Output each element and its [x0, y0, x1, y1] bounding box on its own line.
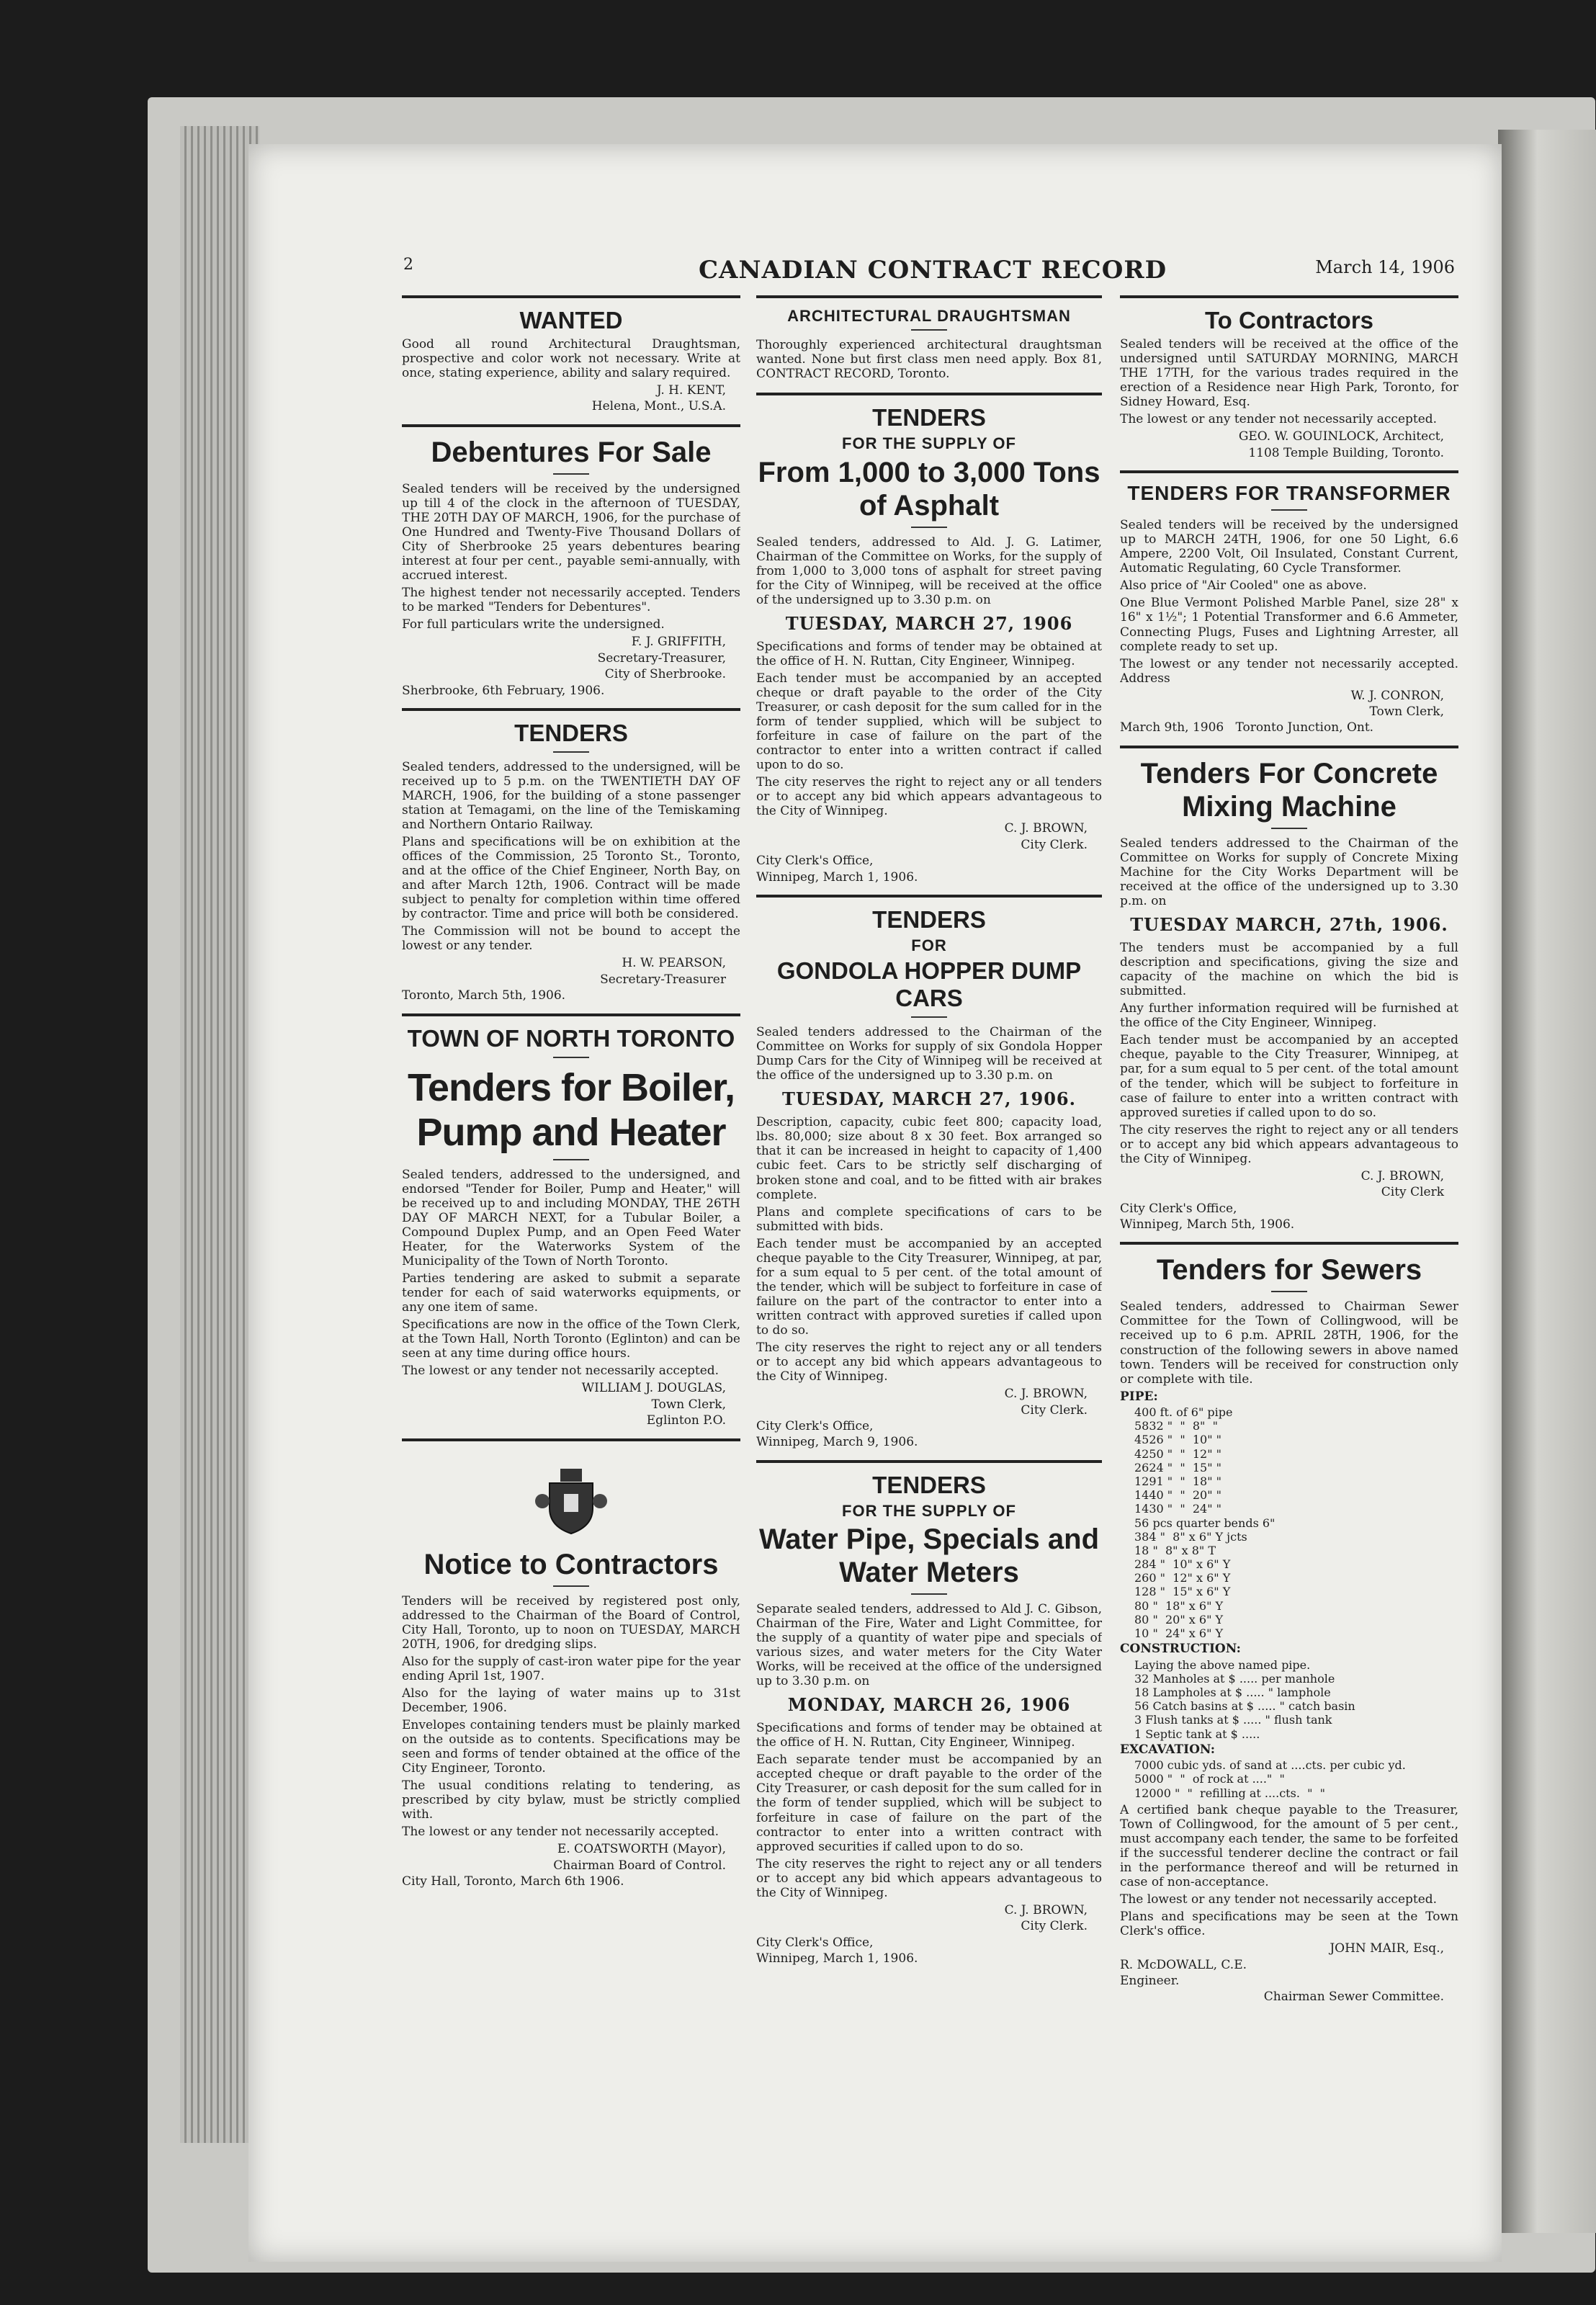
ad-signature: City of Sherbrooke.: [604, 667, 726, 682]
excavation-list: [1134, 1758, 1458, 1800]
list-item: 80 " 20" x 6" Y: [1134, 1612, 1224, 1626]
divider: [1271, 1291, 1307, 1292]
ad-body: Sealed tenders, addressed to the undersigned, will be received up to 5 p.m. on the TWENTIETH DAY OF MARCH, 1906, for the building of a stone passenger station at Temagami, on the line of the Temiskaming and Northern Ontario Railway.: [402, 759, 740, 833]
ad-body: The lowest or any tender not necessarily accepted. Address: [1120, 656, 1458, 686]
ad-body: Sealed tenders addressed to the Chairman of the Committee on Works for supply of six Gondola Hopper Dump Cars for the City of Winnipeg will be received at the office of the undersigned up to 3.30 p.m. on: [756, 1025, 1102, 1083]
divider: [1271, 828, 1307, 829]
list-item: 128 " 15" x 6" Y: [1134, 1585, 1231, 1599]
page-stack-edge: [180, 126, 259, 2143]
ad-body: Sealed tenders, addressed to Chairman Sewer Committee for the Town of Collingwood, will be received up to 6 p.m. APRIL 28TH, 1906, for the construction of the following sewers in above named town. Tenders will be received for construction only or complete with tile.: [1120, 1299, 1458, 1387]
ad-title: Tenders for Sewers: [1156, 1254, 1422, 1286]
ad-title: TENDERS FOR TRANSFORMER: [1127, 482, 1451, 504]
list-item: 7000 cubic yds. of sand at ....cts. per cubic yd.: [1134, 1758, 1406, 1773]
ad-signature: C. J. BROWN,: [1004, 1902, 1088, 1917]
ad-body: Specifications and forms of tender may be obtained at the office of H. N. Ruttan, City Engineer, Winnipeg.: [756, 639, 1102, 668]
ad-body: For full particulars write the undersigned.: [402, 617, 665, 632]
divider: [911, 1016, 947, 1018]
issue-date: March 14, 1906: [1315, 257, 1455, 277]
ad-body: Also for the supply of cast-iron water pipe for the year ending April 1st, 1907.: [402, 1654, 740, 1683]
ad-draughtsman: [756, 295, 1102, 393]
list-item: 4250 " " 12" ": [1134, 1446, 1222, 1461]
ad-title: Tenders For Concrete Mixing Machine: [1140, 757, 1438, 823]
section-heading: EXCAVATION:: [1120, 1742, 1216, 1757]
ad-office: City Clerk's Office,: [756, 1418, 874, 1433]
column-3: [1120, 295, 1458, 2015]
ad-body: The lowest or any tender not necessarily accepted.: [1120, 1892, 1438, 1907]
ad-signature: Engineer.: [1120, 1973, 1180, 1988]
ad-subtitle: FOR THE SUPPLY OF: [842, 434, 1016, 453]
ad-signature: J. H. KENT,: [656, 383, 726, 398]
ad-title: TENDERS: [872, 404, 986, 431]
ad-transformer: [1120, 470, 1458, 746]
divider: [911, 329, 947, 331]
ad-date: March 9th, 1906: [1120, 720, 1224, 735]
ad-signature: R. McDOWALL, C.E.: [1120, 1957, 1247, 1972]
ad-asphalt: [756, 393, 1102, 895]
ad-deadline: TUESDAY, MARCH 27, 1906: [785, 612, 1073, 634]
divider: [911, 527, 947, 528]
ad-office: City Clerk's Office,: [756, 854, 874, 869]
divider: [553, 1057, 589, 1058]
ad-signature: WILLIAM J. DOUGLAS,: [581, 1381, 726, 1396]
ad-body: The tenders must be accompanied by a full description and specifications, giving the size and capacity of the machine on which the bid is submitted.: [1120, 941, 1458, 999]
ad-north-toronto: [402, 1013, 740, 1438]
list-item: 1430 " " 24" ": [1134, 1502, 1222, 1516]
ad-body: Sealed tenders will be received at the office of the undersigned until SATURDAY MORNING, MARCH THE 17TH, for the various trades required in the erection of a Residence near High Park, Toronto, for Sidney Howard, Esq.: [1120, 336, 1458, 410]
ad-signature: W. J. CONRON,: [1350, 688, 1444, 703]
divider: [553, 751, 589, 753]
ad-dateline: Toronto, March 5th, 1906.: [402, 988, 566, 1003]
column-2: [756, 295, 1102, 1976]
page-number: 2: [403, 256, 413, 274]
ad-body: Envelopes containing tenders must be plainly marked on the outside as to contents. Specifications may be seen and forms of tender obtained at the office of the City Engineer, Toronto.: [402, 1717, 740, 1776]
ad-signature: Helena, Mont., U.S.A.: [591, 399, 726, 414]
facing-page-edge: [1498, 130, 1596, 2233]
ad-wanted: [402, 295, 740, 424]
ad-place: Toronto Junction, Ont.: [1235, 720, 1374, 735]
ad-title: ARCHITECTURAL DRAUGHTSMAN: [787, 307, 1071, 325]
ad-deadline: MONDAY, MARCH 26, 1906: [787, 1694, 1071, 1716]
ad-title: TENDERS: [872, 906, 986, 934]
ad-body: Tenders will be received by registered post only, addressed to the Chairman of the Board of Control, City Hall, Toronto, up to noon on TUESDAY, MARCH 20TH, 1906, for dredging slips.: [402, 1593, 740, 1652]
list-item: 10 " 24" x 6" Y: [1134, 1626, 1224, 1641]
divider: [553, 1585, 589, 1587]
ad-body: Sealed tenders will be received by the undersigned up to MARCH 24TH, 1906, for one 50 Light, 6.6 Ampere, 2200 Volt, Oil Insulated, Constant Current, Automatic Regulating, 60 Cycle Transformer.: [1120, 518, 1458, 576]
ad-office: City Clerk's Office,: [756, 1935, 874, 1950]
list-item: 260 " 12" x 6" Y: [1134, 1571, 1231, 1585]
ad-dateline: [1120, 720, 1458, 735]
ad-headline: Water Pipe, Specials and Water Meters: [758, 1523, 1099, 1588]
ad-body: Plans and specifications may be seen at the Town Clerk's office.: [1120, 1910, 1458, 1939]
ad-dateline: Sherbrooke, 6th February, 1906.: [402, 683, 605, 698]
ad-body: The city reserves the right to reject any or all tenders or to accept any bid which appears advantageous to the City of Winnipeg.: [756, 1341, 1102, 1384]
ad-body: Sealed tenders will be received by the undersigned up till 4 of the clock in the afternoon of TUESDAY, THE 20TH DAY OF MARCH, 1906, for the purchase of One Hundred and Twenty-Five Thousand Dollars of City of Sherbrooke 25 years debentures bearing interest at four per cent., payable semi-annually, with accrued interest.: [402, 481, 740, 583]
ad-debentures: [402, 424, 740, 708]
ad-signature: C. J. BROWN,: [1360, 1168, 1444, 1183]
section-heading: PIPE:: [1120, 1389, 1158, 1404]
ad-notice-toronto: [402, 1438, 740, 1899]
ad-headline: From 1,000 to 3,000 Tons of Asphalt: [758, 456, 1100, 522]
ad-signature: Secretary-Treasurer,: [597, 650, 726, 666]
ad-sewers: [1120, 1242, 1458, 2014]
ad-body: The highest tender not necessarily accepted. Tenders to be marked "Tenders for Debentures".: [402, 586, 740, 615]
ad-signature: 1108 Temple Building, Toronto.: [1248, 445, 1444, 460]
ad-signature: E. COATSWORTH (Mayor),: [557, 1842, 726, 1857]
ad-office: Winnipeg, March 1, 1906.: [756, 1951, 918, 1966]
ad-office: City Clerk's Office,: [1120, 1201, 1237, 1216]
list-item: 400 ft. of 6" pipe: [1134, 1405, 1233, 1420]
ad-to-contractors: [1120, 295, 1458, 470]
ad-body: Each tender must be accompanied by an accepted cheque or draft payable to the order of the City Treasurer, or cash deposit for the sum called for in the form of tender supplied, which will be subject to forfeiture in case of failure on the part of the contractor to enter into a written contract if called upon to do so.: [756, 671, 1102, 773]
ad-dateline: City Hall, Toronto, March 6th 1906.: [402, 1874, 624, 1889]
ad-office: Winnipeg, March 9, 1906.: [756, 1435, 918, 1450]
ad-signature: City Clerk: [1381, 1185, 1444, 1200]
masthead: [403, 256, 1455, 285]
ad-body: Sealed tenders addressed to the Chairman of the Committee on Works for supply of Concrete Mixing Machine for the City Works Department will be received at the office of the undersigned up to 3.30 p.m. on: [1120, 836, 1458, 909]
list-item: 12000 " " refilling at ....cts. " ": [1134, 1786, 1325, 1800]
ad-signature: H. W. PEARSON,: [622, 956, 726, 971]
ad-subtitle: FOR THE SUPPLY OF: [842, 1501, 1016, 1520]
ad-gondola: [756, 895, 1102, 1460]
ad-body: Plans and specifications will be on exhibition at the offices of the Commission, 25 Toronto St., Toronto, and at the office of the Chief Engineer, North Bay, on and after March 12th, 1906. Contract will be made subject to penalty for completion within time offered by contractor. Time and price will both be considered.: [402, 835, 740, 922]
ad-body: The usual conditions relating to tendering, as prescribed by city bylaw, must be strictly complied with.: [402, 1778, 740, 1822]
ad-title: To Contractors: [1204, 307, 1374, 334]
ad-body: Parties tendering are asked to submit a separate tender for each of said waterworks equipments, or any one item of same.: [402, 1271, 740, 1315]
divider: [553, 473, 589, 475]
divider: [553, 1159, 589, 1160]
ad-body: Each tender must be accompanied by an accepted cheque, payable to the City Treasurer, Winnipeg, at par, for a sum equal to 5 per cent. of the total amount of the tender, which will be subject to forfeiture in case of failure to enter into a written contract with approved sureties if called upon to do so.: [1120, 1033, 1458, 1120]
list-item: 56 pcs quarter bends 6": [1134, 1516, 1276, 1530]
ad-body: Sealed tenders, addressed to Ald. J. G. Latimer, Chairman of the Committee on Works, for the supply of from 1,000 to 3,000 tons of asphalt for street paving for the City of Winnipeg, will be received at the office of the undersigned up to 3.30 p.m. on: [756, 534, 1102, 607]
ad-signature: C. J. BROWN,: [1004, 821, 1088, 836]
ad-body: The lowest or any tender not necessarily accepted.: [402, 1825, 719, 1840]
ad-body: Specifications and forms of tender may be obtained at the office of H. N. Ruttan, City Engineer, Winnipeg.: [756, 1721, 1102, 1750]
ad-subtitle: FOR: [911, 936, 947, 954]
ad-signature: City Clerk.: [1021, 1402, 1088, 1418]
list-item: 284 " 10" x 6" Y: [1134, 1557, 1231, 1572]
ad-tenders-temagami: [402, 708, 740, 1013]
ad-body: Each tender must be accompanied by an accepted cheque payable to the City Treasurer, Winnipeg, at par, for a sum equal to 5 per cent. of the total amount of the tender, which will be subject to forfeiture in case of failure on the part of the contractor to enter into a written contract with approved sureties if called upon to do so.: [756, 1236, 1102, 1338]
divider: [911, 1593, 947, 1595]
ad-signature: Chairman Board of Control.: [553, 1858, 726, 1873]
ad-signature: F. J. GRIFFITH,: [631, 635, 726, 650]
list-item: 80 " 18" x 6" Y: [1134, 1598, 1224, 1613]
ad-title: Debentures For Sale: [431, 436, 712, 468]
ad-body: A certified bank cheque payable to the Treasurer, Town of Collingwood, for the amount of 5 per cent., must accompany each tender, the same to be forfeited if the successful tenderer decline the contract or fail in the performance thereof and will be returned in case of non-acceptance.: [1120, 1802, 1458, 1889]
ad-body: Description, capacity, cubic feet 800; capacity load, lbs. 80,000; size about 8 x 30 feet. Box arranged so that it can be increased in height to capacity of 1,400 cubic feet. Cars to be strictly self discharging of broken stone and coal, and to be fitted with air brakes complete.: [756, 1115, 1102, 1202]
list-item: 18 " 8" x 8" T: [1134, 1543, 1216, 1557]
ad-body: The city reserves the right to reject any or all tenders or to accept any bid which appears advantageous to the City of Winnipeg.: [756, 775, 1102, 819]
ad-signature: Town Clerk,: [1369, 704, 1444, 720]
ad-concrete-mixer: [1120, 746, 1458, 1243]
ad-body: Sealed tenders, addressed to the undersigned, and endorsed "Tender for Boiler, Pump and Heater," will be received up to and including MONDAY, THE 26TH DAY OF MARCH NEXT, for a Tubular Boiler, a Compound Duplex Pump, and an Open Feed Water Heater, for the Waterworks System of the Municipality of the Town of North Toronto.: [402, 1167, 740, 1269]
list-item: 18 Lampholes at $ ..... " lamphole: [1134, 1686, 1331, 1699]
ad-water-pipe: [756, 1460, 1102, 1977]
list-item: 5832 " " 8" ": [1134, 1419, 1218, 1433]
divider: [1271, 509, 1307, 511]
list-item: 4526 " " 10" ": [1134, 1433, 1222, 1447]
ad-body: The lowest or any tender not necessarily accepted.: [402, 1364, 719, 1379]
ad-office: Winnipeg, March 5th, 1906.: [1120, 1217, 1295, 1232]
ad-title: WANTED: [519, 307, 623, 334]
list-item: 5000 " " of rock at ...." ": [1134, 1772, 1285, 1786]
paper-title: CANADIAN CONTRACT RECORD: [699, 256, 1167, 285]
ad-body: Each separate tender must be accompanied by an accepted cheque or draft payable to the order of the City Treasurer, or cash deposit for the sum called for in the form of tender supplied, which will be subject to forfeiture in case of failure on the part of the contractor to enter into a written contract with approved securities if called upon to do so.: [756, 1753, 1102, 1854]
list-item: 384 " 8" x 6" Y jcts: [1134, 1529, 1247, 1544]
ad-title: TENDERS: [872, 1471, 986, 1498]
ad-signature: Chairman Sewer Committee.: [1263, 1990, 1444, 2005]
ad-body: One Blue Vermont Polished Marble Panel, size 28" x 16" x 1½"; 1 Potential Transformer and 6.6 Ammeter, Connecting Plugs, Fuses and Lightning Arrester, all complete ready to set up.: [1120, 596, 1458, 654]
ad-heading: TOWN OF NORTH TORONTO: [407, 1024, 735, 1052]
list-item: 56 Catch basins at $ ..... " catch basin: [1134, 1699, 1355, 1714]
ad-body: The lowest or any tender not necessarily accepted.: [1120, 412, 1438, 427]
list-item: 3 Flush tanks at $ ..... " flush tank: [1134, 1713, 1332, 1727]
ad-body: Good all round Architectural Draughtsman, prospective and color work not necessary. Write at once, stating experience, ability and salary required.: [402, 336, 740, 381]
ad-signature: Secretary-Treasurer: [600, 972, 726, 987]
ad-signature: City Clerk.: [1021, 837, 1088, 852]
ad-title: TENDERS: [514, 719, 628, 746]
list-item: 32 Manholes at $ ..... per manhole: [1134, 1671, 1335, 1686]
ad-body: Specifications are now in the office of the Town Clerk, at the Town Hall, North Toronto (Eglinton) and can be seen at any time during office hours.: [402, 1317, 740, 1361]
ad-body: Separate sealed tenders, addressed to Ald J. C. Gibson, Chairman of the Fire, Water and Light Committee, for the supply of a quantity of water pipe and specials of various sizes, and water meters for the City Water Works, will be received at the office of the undersigned up to 3.30 p.m. on: [756, 1601, 1102, 1689]
column-1: [402, 295, 740, 1899]
ad-deadline: TUESDAY MARCH, 27th, 1906.: [1130, 914, 1448, 936]
ad-office: Winnipeg, March 1, 1906.: [756, 869, 918, 885]
coat-of-arms-icon: [532, 1462, 611, 1541]
list-item: Laying the above named pipe.: [1134, 1657, 1311, 1672]
list-item: 2624 " " 15" ": [1134, 1460, 1222, 1474]
ad-body: Also price of "Air Cooled" one as above.: [1120, 578, 1367, 594]
ad-body: Thoroughly experienced architectural draughtsman wanted. None but first class men need apply. Box 81, CONTRACT RECORD, Toronto.: [756, 338, 1102, 382]
construction-list: [1134, 1658, 1458, 1741]
ad-signature: City Clerk.: [1021, 1919, 1088, 1934]
list-item: 1291 " " 18" ": [1134, 1474, 1222, 1488]
pipe-list: [1134, 1405, 1458, 1640]
ad-title: Tenders for Boiler, Pump and Heater: [407, 1065, 735, 1154]
ad-signature: Town Clerk,: [651, 1397, 726, 1412]
ad-body: The city reserves the right to reject any or all tenders or to accept any bid which appears advantageous to the City of Winnipeg.: [1120, 1122, 1458, 1166]
ad-body: The Commission will not be bound to accept the lowest or any tender.: [402, 924, 740, 954]
list-item: 1 Septic tank at $ .....: [1134, 1727, 1260, 1741]
ad-body: Also for the laying of water mains up to 31st December, 1906.: [402, 1686, 740, 1715]
ad-signature: GEO. W. GOUINLOCK, Architect,: [1238, 429, 1444, 444]
ad-signature: Eglinton P.O.: [646, 1413, 726, 1428]
ad-signature: JOHN MAIR, Esq.,: [1330, 1941, 1444, 1956]
ad-signature: C. J. BROWN,: [1004, 1387, 1088, 1402]
ad-deadline: TUESDAY, MARCH 27, 1906.: [782, 1088, 1076, 1110]
ad-headline: GONDOLA HOPPER DUMP CARS: [776, 957, 1082, 1012]
ad-body: Plans and complete specifications of cars to be submitted with bids.: [756, 1204, 1102, 1234]
ad-body: The city reserves the right to reject any or all tenders or to accept any bid which appears advantageous to the City of Winnipeg.: [756, 1856, 1102, 1900]
section-heading: CONSTRUCTION:: [1120, 1642, 1241, 1657]
list-item: 1440 " " 20" ": [1134, 1488, 1222, 1503]
ad-body: Any further information required will be furnished at the office of the City Engineer, Winnipeg.: [1120, 1001, 1458, 1031]
ad-title: Notice to Contractors: [423, 1548, 719, 1580]
